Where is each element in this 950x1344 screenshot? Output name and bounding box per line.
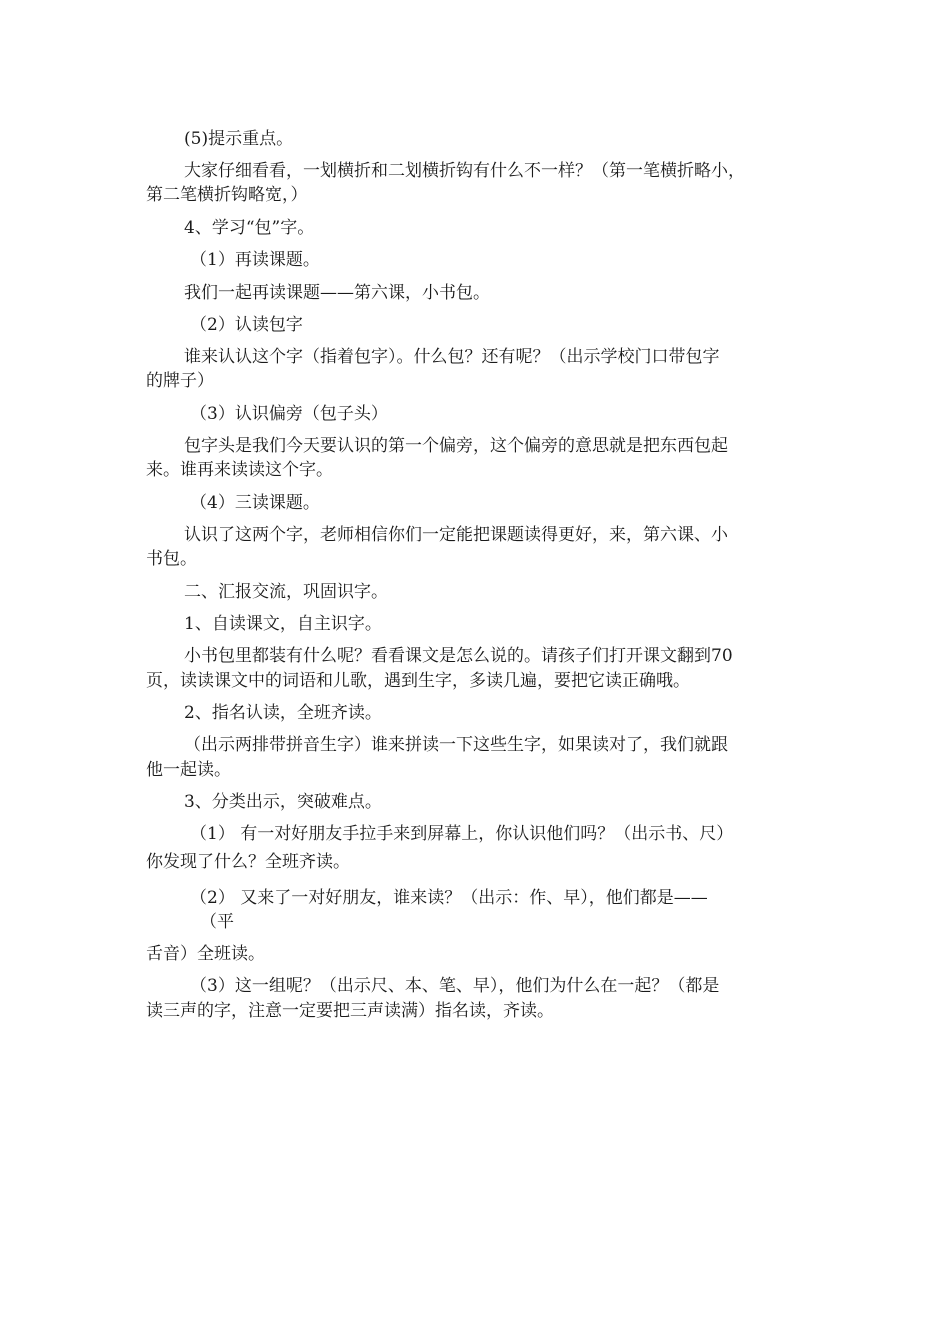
- paragraph-line: （2）认读包字: [190, 315, 303, 335]
- paragraph-line: 页，读读课文中的词语和儿歌，遇到生字，多读几遍，要把它读正确哦。: [146, 671, 690, 691]
- paragraph-line: 书包。: [146, 549, 197, 569]
- paragraph-line: 来。谁再来读读这个字。: [146, 460, 333, 480]
- paragraph-line: 二、汇报交流，巩固识字。: [184, 582, 388, 602]
- paragraph-line: 认识了这两个字，老师相信你们一定能把课题读得更好，来，第六课、小: [184, 525, 728, 545]
- paragraph-line: （4）三读课题。: [190, 493, 320, 513]
- paragraph-line: （1） 有一对好朋友手拉手来到屏幕上，你认识他们吗？（出示书、尺）: [190, 824, 734, 844]
- paragraph-line: （1）再读课题。: [190, 250, 320, 270]
- paragraph-line: （3）认识偏旁（包子头）: [190, 404, 388, 424]
- paragraph-line: 3、分类出示，突破难点。: [184, 792, 382, 812]
- paragraph-line: 的牌子）: [146, 371, 214, 391]
- paragraph-line: 小书包里都装有什么呢？看看课文是怎么说的。请孩子们打开课文翻到70: [184, 646, 733, 666]
- paragraph-line: 包字头是我们今天要认识的第一个偏旁，这个偏旁的意思就是把东西包起: [184, 436, 728, 456]
- paragraph-line: 大家仔细看看，一划横折和二划横折钩有什么不一样？（第一笔横折略小，: [184, 161, 745, 181]
- paragraph-line: (5)提示重点。: [184, 129, 294, 149]
- paragraph-line: （平: [200, 912, 234, 932]
- paragraph-line: 我们一起再读课题——第六课，小书包。: [184, 283, 490, 303]
- paragraph-line: 读三声的字，注意一定要把三声读满）指名读，齐读。: [146, 1001, 554, 1021]
- paragraph-line: 他一起读。: [146, 760, 231, 780]
- paragraph-line: （2） 又来了一对好朋友，谁来读？（出示：作、早），他们都是——: [190, 888, 708, 908]
- paragraph-line: 4、学习“包”字。: [184, 218, 315, 238]
- paragraph-line: 第二笔横折钩略宽，）: [146, 185, 308, 205]
- paragraph-line: （3）这一组呢？（出示尺、本、笔、早），他们为什么在一起？（都是: [190, 976, 720, 996]
- paragraph-line: 你发现了什么？全班齐读。: [146, 852, 350, 872]
- paragraph-line: 1、自读课文，自主识字。: [184, 614, 382, 634]
- paragraph-line: 2、指名认读，全班齐读。: [184, 703, 382, 723]
- paragraph-line: （出示两排带拼音生字）谁来拼读一下这些生字，如果读对了，我们就跟: [184, 735, 728, 755]
- paragraph-line: 舌音）全班读。: [146, 944, 265, 964]
- paragraph-line: 谁来认认这个字（指着包字）。什么包？还有呢？（出示学校门口带包字: [184, 347, 720, 367]
